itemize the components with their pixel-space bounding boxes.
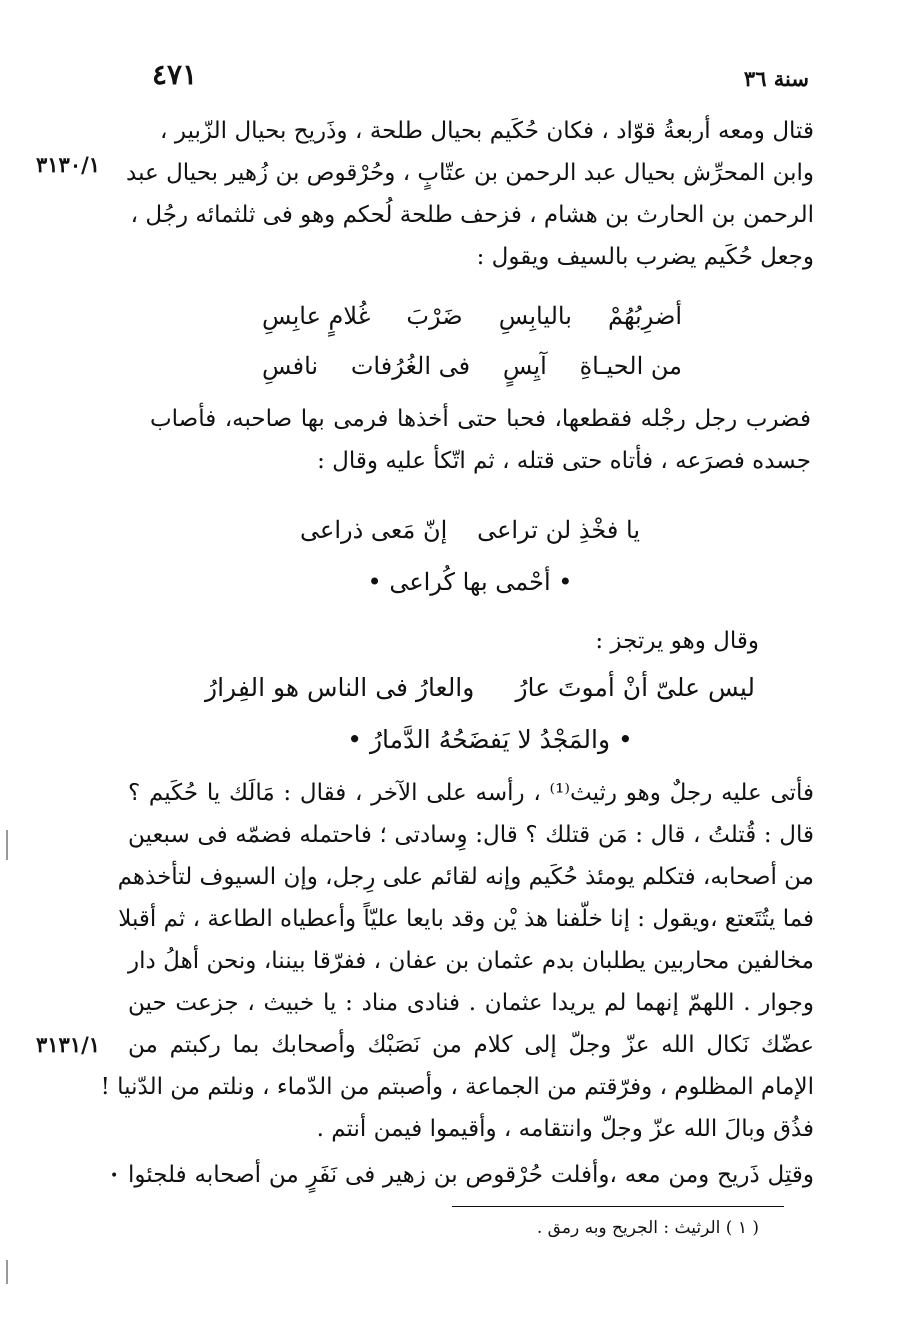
text-line: من أصحابه، فتكلم يومئذ حُكَيم وإنه لقائم على رِجل، وإن السيوف لتأخذهم [117, 864, 814, 890]
verse-line [205, 668, 755, 708]
paragraph [150, 620, 759, 662]
line-marker: • [110, 1168, 119, 1184]
text-line: وقال وهو يرتجز : [595, 628, 759, 654]
paragraph [128, 1154, 814, 1196]
paragraph [100, 772, 814, 1150]
text-line: قتال ومعه أربعةُ قوّاد ، فكان حُكَيم بحيال طلحة ، وذَريح بحيال الزّبير ، [160, 118, 814, 144]
paragraph [150, 398, 811, 482]
text-line: فما يتُتَعتع ،ويقول : إنا خلّفنا هذ يْن وقد بايعا عليّاً وأعطياه الطاعة ، ثم أقبلا [118, 906, 814, 932]
section-header: سنة ٣٦ [743, 66, 809, 91]
verse-word: أضرِبُهُمْ [607, 302, 682, 330]
verse-word: يا فخْذِ لن تراعى [477, 516, 640, 544]
footnote-rule [452, 1206, 784, 1207]
verse-line: • أحْمى بها كُراعى • [367, 568, 573, 596]
verse-word: ليس علىّ أنْ أموتَ عارُ [515, 673, 755, 702]
text-line: قال : قُتلتُ ، قال : مَن قتلك ؟ قال: وِسادتى ؛ فاحتمله فضمّه فى سبعين [128, 822, 814, 848]
verse-block [262, 296, 682, 386]
text-line: الرحمن بن الحارث بن هشام ، فزحف طلحة لُحكم وهو فى ثلثمائه رجُل ، [130, 202, 814, 228]
verse-word: والعارُ فى الناس هو الفِرارُ [205, 673, 475, 702]
paragraph [126, 110, 814, 278]
verse-block [205, 668, 755, 760]
verse-line [262, 346, 682, 386]
text-line: عضّك نَكال الله عزّ وجلّ إلى كلام من نَصَبْك وأصحابك بما ركبتم من [128, 1032, 814, 1058]
verse-block [300, 510, 640, 602]
scan-mark [6, 1260, 8, 1284]
text-line: فضرب رجل رجْله فقطعها، فحبا حتى أخذها فرمى بها صاحبه، فأصاب [150, 406, 811, 432]
text-line: وجعل حُكَيم يضرب بالسيف ويقول : [476, 244, 814, 270]
text-line: فذُق وبالَ الله عزّ وجلّ وانتقامه ، وأقيموا فيمن أنتم . [316, 1116, 814, 1142]
text-line: جسده فصرَعه ، فأتاه حتى قتله ، ثم اتّكأ عليه وقال : [317, 448, 811, 474]
text-line: فأتى عليه رجلٌ وهو رثيث⁽¹⁾ ، رأسه على الآخر ، فقال : مَالَك يا حُكَيم ؟ [128, 780, 814, 806]
verse-line: • والمَجْدُ لا يَفضَحُهُ الدَّمارُ • [347, 725, 633, 754]
page-number: ٤٧١ [152, 58, 198, 91]
scan-mark [6, 830, 8, 860]
margin-reference: ٣١٣٠/١ [36, 152, 101, 177]
text-line: وابن المحرِّش بحيال عبد الرحمن بن عتّابٍ ، وحُرْقوص بن زُهير بحيال عبد [126, 160, 814, 186]
margin-reference: ٣١٣١/١ [36, 1032, 101, 1057]
text-line: وقتِل ذَريح ومن معه ،وأفلت حُرْقوص بن زهير فى نَفَرٍ من أصحابه فلجئوا [128, 1162, 814, 1188]
verse-word: نافسِ [262, 352, 319, 380]
verse-line [262, 296, 682, 336]
verse-word: إنّ مَعى ذراعى [300, 516, 448, 544]
text-line: وجوار . اللهمّ إنهما لم يريدا عثمان . فنادى مناد : يا خبيث ، جزعت حين [128, 990, 814, 1016]
verse-word: فى الغُرُفات [350, 352, 471, 380]
verse-word: آيِسٍ [502, 352, 547, 380]
verse-word: ضَرْبَ [406, 302, 463, 330]
text-line: مخالفين محاربين يطلبان بدم عثمان بن عفان ، ففرّقا بيننا، ونحن أهلُ دار [128, 948, 814, 974]
verse-line [300, 510, 640, 550]
text-line: الإمام المظلوم ، وفرّقتم من الجماعة ، وأصبتم من الدّماء ، ونلتم من الدّنيا ! [100, 1074, 814, 1100]
verse-word: باليابِسِ [498, 302, 572, 330]
verse-word: غُلامٍ عابِسِ [262, 302, 371, 330]
footnote: ( ١ ) الرثيث : الجريح وبه رمق . [536, 1218, 759, 1238]
verse-word: من الحيـاةِ [579, 352, 682, 380]
